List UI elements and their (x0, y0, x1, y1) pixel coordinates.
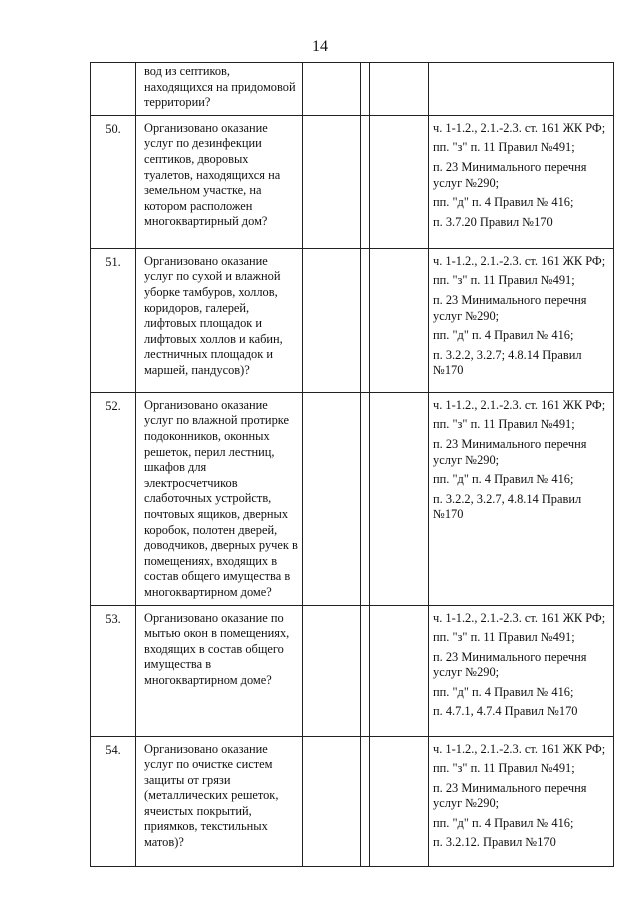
answer-yes-cell (303, 736, 361, 866)
question-cell: Организовано оказание услуг по влажной протирке подоконников, оконных решеток, перил лестниц, шкафов для электросчетчиков слаботочных устройств, почтовых ящиков, дверных коробок, полотен дверей, доводчиков, дверных ручек в помещениях, входящих в состав общего имущества в многоквартирном доме? (136, 392, 303, 605)
reference-line: пп. "д" п. 4 Правил № 416; (433, 684, 574, 699)
answer-spacer-cell (361, 115, 370, 248)
row-number-cell: 50. (91, 115, 136, 248)
answer-no-cell (370, 736, 429, 866)
question-cell: Организовано оказание услуг по сухой и влажной уборке тамбуров, холлов, коридоров, галерей, лифтовых площадок и лифтовых холлов и кабин, лестничных площадок и маршей, пандусов)? (136, 248, 303, 392)
references-cell (429, 248, 614, 392)
reference-line: п. 23 Минимального перечня услуг №290; (433, 292, 587, 323)
reference-line: ч. 1-1.2., 2.1.-2.3. ст. 161 ЖК РФ; (433, 120, 606, 135)
reference-line: п. 23 Минимального перечня услуг №290; (433, 649, 587, 680)
references-cell (429, 392, 614, 605)
answer-no-cell (370, 248, 429, 392)
page-number: 14 (312, 38, 328, 55)
row-number-cell (91, 63, 136, 116)
reference-line: пп. "з" п. 11 Правил №491; (433, 761, 575, 776)
answer-no-cell (370, 605, 429, 736)
checklist-table (90, 62, 614, 867)
row-number-cell: 53. (91, 605, 136, 736)
reference-line: пп. "д" п. 4 Правил № 416; (433, 472, 574, 487)
reference-line: пп. "з" п. 11 Правил №491; (433, 273, 575, 288)
reference-line: пп. "з" п. 11 Правил №491; (433, 140, 575, 155)
answer-yes-cell (303, 248, 361, 392)
table-row (91, 736, 614, 866)
question-cell: Организовано оказание услуг по дезинфекции септиков, дворовых туалетов, находящихся на земельном участке, на котором расположен многоквартирный дом? (136, 115, 303, 248)
answer-spacer-cell (361, 248, 370, 392)
answer-no-cell (370, 63, 429, 116)
references-cell (429, 605, 614, 736)
answer-yes-cell (303, 115, 361, 248)
references-cell (429, 736, 614, 866)
answer-spacer-cell (361, 736, 370, 866)
answer-spacer-cell (361, 392, 370, 605)
answer-spacer-cell (361, 63, 370, 116)
reference-line: п. 23 Минимального перечня услуг №290; (433, 159, 587, 190)
row-number-cell: 54. (91, 736, 136, 866)
question-cell: вод из септиков, находящихся на придомовой территории? (136, 63, 303, 116)
reference-line: пп. "д" п. 4 Правил № 416; (433, 195, 574, 210)
row-number-cell: 52. (91, 392, 136, 605)
question-cell: Организовано оказание по мытью окон в помещениях, входящих в состав общего имущества в многоквартирном доме? (136, 605, 303, 736)
table-row (91, 605, 614, 736)
row-number-cell: 51. (91, 248, 136, 392)
reference-line: п. 23 Минимального перечня услуг №290; (433, 780, 587, 811)
reference-line: ч. 1-1.2., 2.1.-2.3. ст. 161 ЖК РФ; (433, 253, 606, 268)
reference-line: п. 3.2.12. Правил №170 (433, 835, 556, 850)
reference-line: пп. "з" п. 11 Правил №491; (433, 630, 575, 645)
reference-line: пп. "д" п. 4 Правил № 416; (433, 328, 574, 343)
reference-line: п. 3.2.2, 3.2.7; 4.8.14 Правил №170 (433, 347, 582, 378)
reference-line: п. 3.7.20 Правил №170 (433, 214, 553, 229)
answer-yes-cell (303, 605, 361, 736)
answer-no-cell (370, 115, 429, 248)
answer-yes-cell (303, 392, 361, 605)
question-cell: Организовано оказание услуг по очистке систем защиты от грязи (металлических решеток, ячеистых покрытий, приямков, текстильных матов)? (136, 736, 303, 866)
reference-line: п. 23 Минимального перечня услуг №290; (433, 436, 587, 467)
reference-line: ч. 1-1.2., 2.1.-2.3. ст. 161 ЖК РФ; (433, 741, 606, 756)
table-row-continued (91, 63, 614, 116)
reference-line: п. 3.2.2, 3.2.7, 4.8.14 Правил №170 (433, 491, 582, 522)
references-cell (429, 115, 614, 248)
reference-line: пп. "з" п. 11 Правил №491; (433, 417, 575, 432)
answer-no-cell (370, 392, 429, 605)
answer-yes-cell (303, 63, 361, 116)
answer-spacer-cell (361, 605, 370, 736)
table-row (91, 248, 614, 392)
reference-line: ч. 1-1.2., 2.1.-2.3. ст. 161 ЖК РФ; (433, 610, 606, 625)
table-row (91, 392, 614, 605)
reference-line: пп. "д" п. 4 Правил № 416; (433, 815, 574, 830)
reference-line: ч. 1-1.2., 2.1.-2.3. ст. 161 ЖК РФ; (433, 397, 606, 412)
references-cell (429, 63, 614, 116)
table-row (91, 115, 614, 248)
reference-line: п. 4.7.1, 4.7.4 Правил №170 (433, 704, 578, 719)
